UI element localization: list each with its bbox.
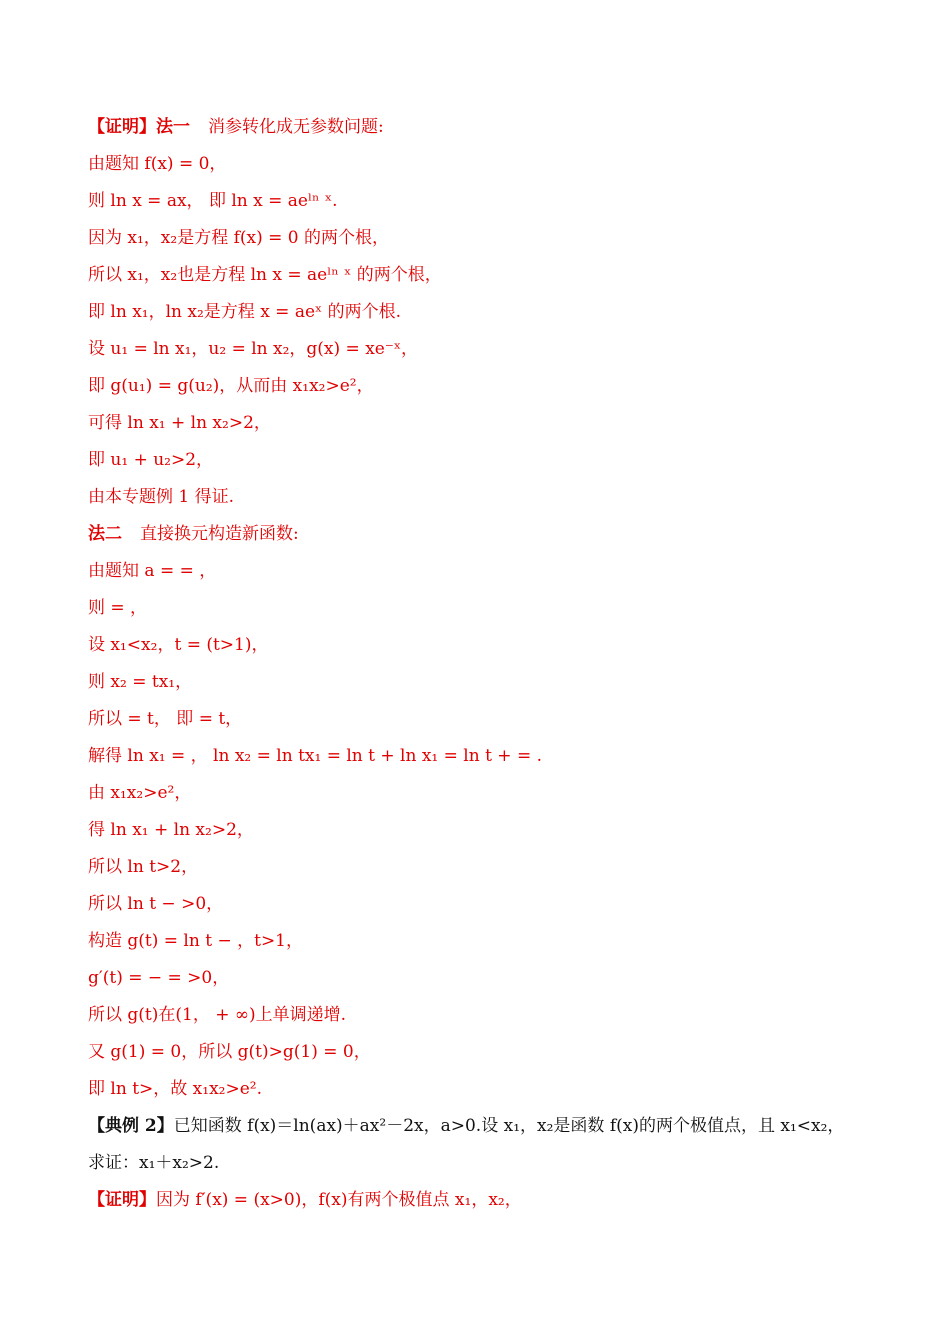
proof-line: g′(t) = − = >0，	[88, 968, 230, 988]
proof-line: 由 x₁x₂>e²，	[88, 783, 192, 803]
proof-line: 解得 ln x₁ = ， ln x₂ = ln tx₁ = ln t + ln x₁ = ln t + = .	[88, 746, 543, 766]
example-2-label: 【典例 2】	[88, 1116, 174, 1136]
proof-line: 即 g(u₁) = g(u₂)，从而由 x₁x₂>e²，	[88, 376, 374, 396]
example-2-statement-cont: 求证：x₁＋x₂>2.	[88, 1153, 220, 1173]
example-2-statement: 【典例 2】已知函数 f(x)＝ln(ax)＋ax²－2x，a>0.设 x₁，x₂是函数 f(x)的两个极值点，且 x₁<x₂，	[88, 1116, 845, 1136]
proof-label: 【证明】	[88, 1190, 156, 1210]
example-2-proof: 【证明】因为 f′(x) = (x>0)，f(x)有两个极值点 x₁，x₂，	[88, 1190, 522, 1210]
proof-line: 得 ln x₁ + ln x₂>2，	[88, 820, 254, 840]
proof-line: 由题知 a = = ，	[88, 561, 217, 581]
proof-line: 设 u₁ = ln x₁，u₂ = ln x₂，g(x) = xe⁻ˣ，	[88, 339, 419, 359]
proof-line: 所以 ln t>2，	[88, 857, 199, 877]
proof-line: 因为 x₁，x₂是方程 f(x) = 0 的两个根，	[88, 228, 390, 248]
proof-line: 由题知 f(x) = 0，	[88, 154, 227, 174]
proof-line: 即 ln t>，故 x₁x₂>e².	[88, 1079, 263, 1099]
proof-method1-heading: 【证明】法一 消参转化成无参数问题:	[88, 117, 384, 137]
proof-line: 由本专题例 1 得证.	[88, 487, 235, 507]
proof-line: 即 u₁ + u₂>2，	[88, 450, 214, 470]
proof-line: 则 x₂ = tx₁，	[88, 672, 193, 692]
proof-method2-heading: 法二 直接换元构造新函数:	[88, 524, 299, 544]
proof-line: 可得 ln x₁ + ln x₂>2，	[88, 413, 271, 433]
proof-line: 所以 x₁，x₂也是方程 ln x = aeˡⁿ ˣ 的两个根，	[88, 265, 442, 285]
proof-line: 则 = ，	[88, 598, 148, 618]
proof-line: 又 g(1) = 0，所以 g(t)>g(1) = 0，	[88, 1042, 371, 1062]
proof-line: 则 ln x = ax， 即 ln x = aeˡⁿ ˣ.	[88, 191, 338, 211]
proof-line: 所以 g(t)在(1， + ∞)上单调递增.	[88, 1005, 347, 1025]
proof-line: 构造 g(t) = ln t − ，t>1，	[88, 931, 303, 951]
proof-line: 所以 = t， 即 = t，	[88, 709, 243, 729]
proof-line: 设 x₁<x₂，t = (t>1)，	[88, 635, 269, 655]
proof-line: 即 ln x₁，ln x₂是方程 x = aeˣ 的两个根.	[88, 302, 402, 322]
proof-line: 所以 ln t − >0，	[88, 894, 224, 914]
